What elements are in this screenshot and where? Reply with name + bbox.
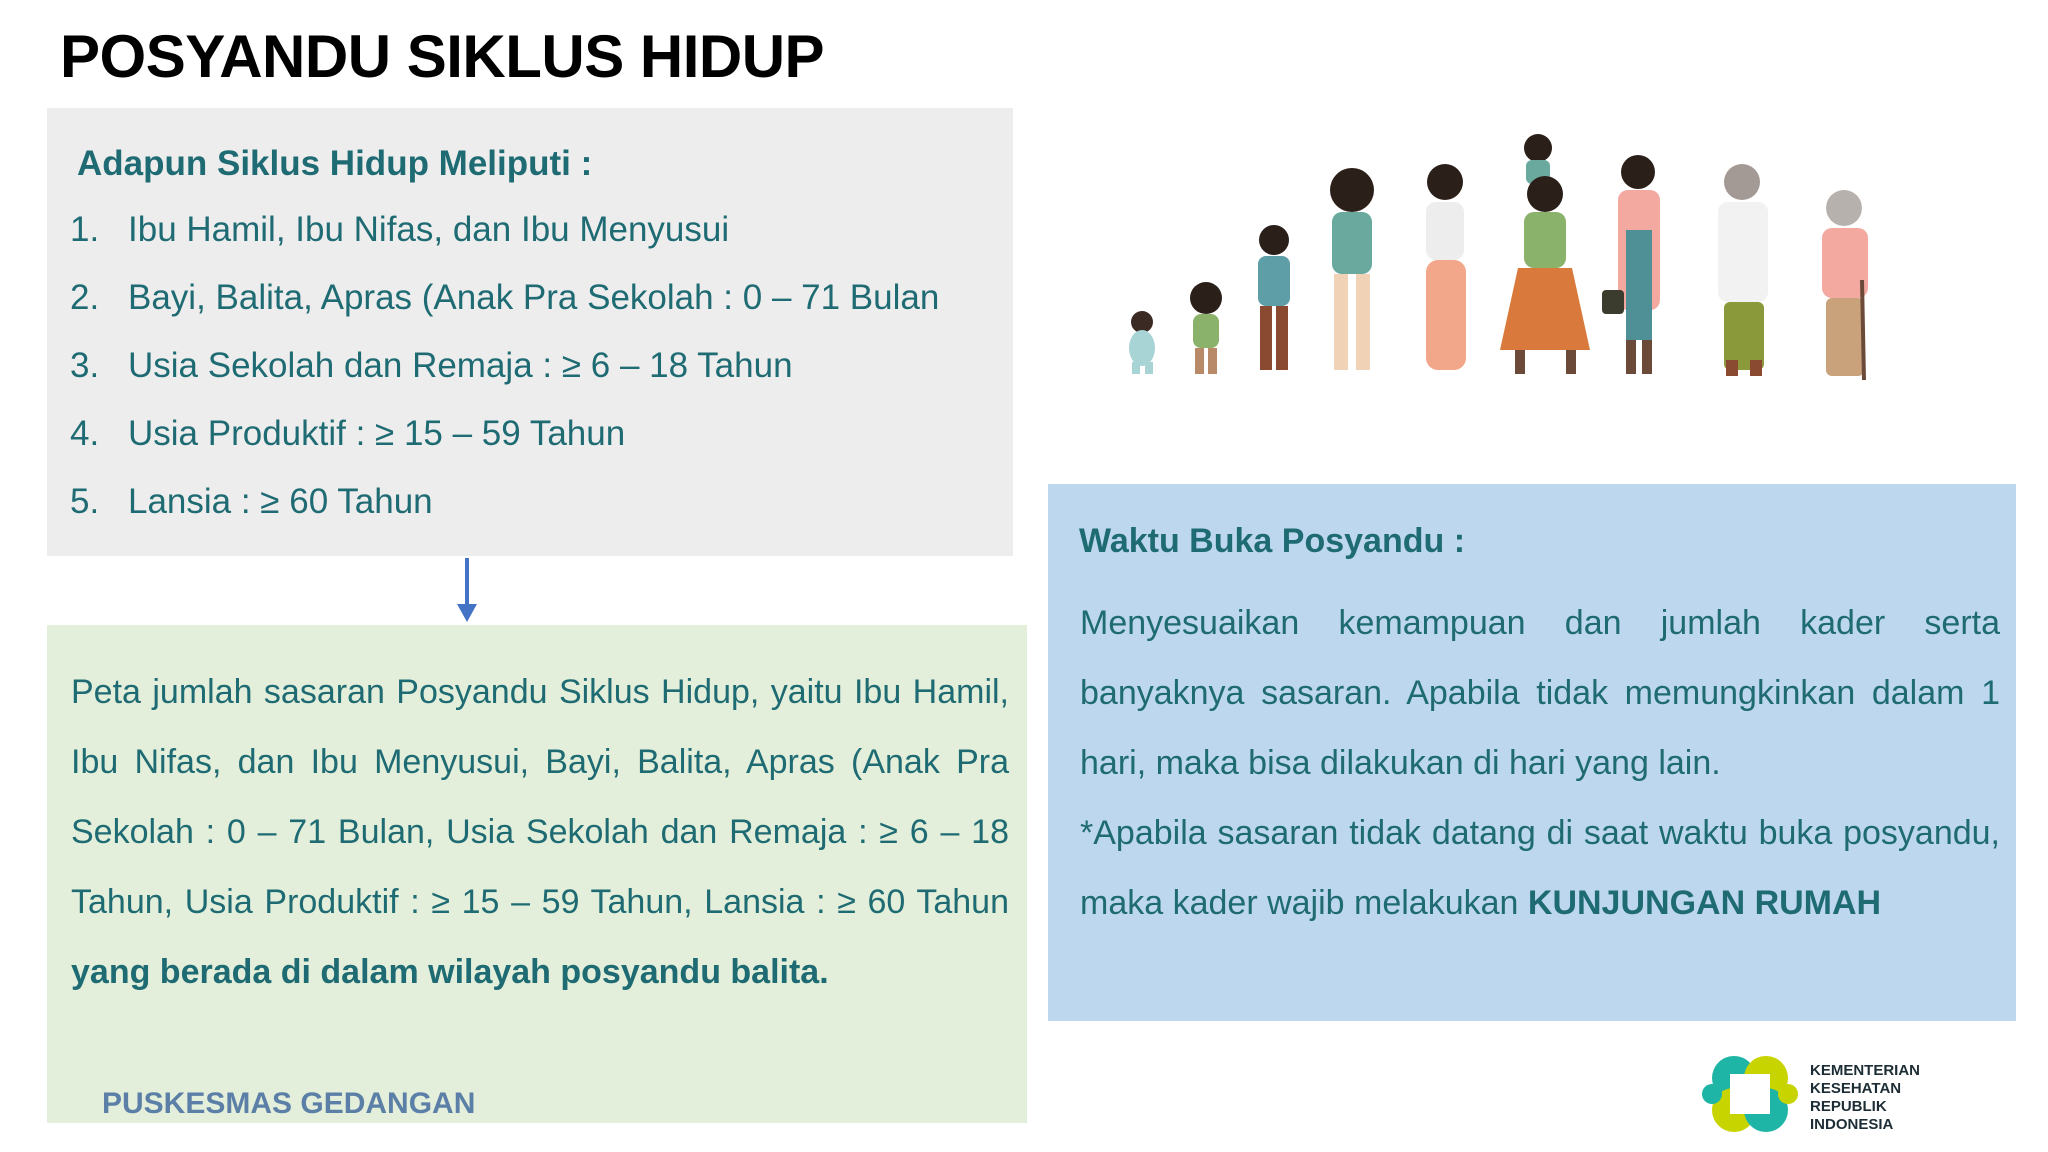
waktu-paragraph-1: Menyesuaikan kemampuan dan jumlah kader serta banyaknya sasaran. Apabila tidak memungkinkan dalam 1 hari, maka bisa dilakukan di hari yang lain.	[1080, 604, 2000, 782]
logo-line: KESEHATAN	[1810, 1080, 1902, 1097]
list-number: 2.	[70, 278, 100, 317]
mother-with-child-figure	[1500, 134, 1590, 374]
young-woman-figure	[1426, 164, 1466, 370]
teen-figure	[1330, 168, 1374, 370]
down-arrow-icon	[456, 558, 478, 624]
elderly-woman-figure	[1822, 190, 1868, 380]
list-item	[70, 278, 939, 346]
peta-text: Peta jumlah sasaran Posyandu Siklus Hidup, yaitu Ibu Hamil, Ibu Nifas, dan Ibu Menyusui, Bayi, Balita, Apras (Anak Pra Sekolah : 0 – 71 Bulan, Usia Sekolah dan Remaja : ≥ 6 – 18 Tahun, Usia Produktif : ≥ 15 – 59 Tahun, Lansia : ≥ 60 Tahun	[71, 673, 1009, 921]
waktu-paragraph-2	[1072, 798, 2000, 938]
waktu-paragraph-2-text: *Apabila sasaran tidak datang di saat waktu buka posyandu, maka kader wajib melakukan	[1080, 814, 2000, 922]
child-figure	[1258, 225, 1290, 370]
lifecycle-heading: Adapun Siklus Hidup Meliputi :	[77, 144, 593, 183]
waktu-body	[1072, 588, 2000, 938]
peta-panel	[47, 625, 1027, 1123]
waktu-heading: Waktu Buka Posyandu :	[1079, 522, 1466, 560]
baby-figure	[1129, 311, 1155, 374]
logo-line: KEMENTERIAN	[1810, 1062, 1921, 1079]
list-text: Usia Sekolah dan Remaja : ≥ 6 – 18 Tahun	[128, 346, 793, 385]
logo-line: REPUBLIK	[1810, 1098, 1887, 1115]
lifecycle-list	[70, 210, 939, 550]
older-woman-figure	[1718, 164, 1768, 376]
list-item	[70, 210, 939, 278]
lifecycle-panel	[47, 108, 1013, 556]
kemenkes-logo-text	[1810, 1062, 1920, 1134]
list-item	[70, 414, 939, 482]
page-title: POSYANDU SIKLUS HIDUP	[60, 23, 825, 90]
peta-paragraph	[71, 657, 1009, 1007]
kemenkes-logo-mark	[1700, 1044, 1800, 1144]
list-number: 1.	[70, 210, 100, 249]
adult-woman-figure	[1602, 155, 1660, 374]
kemenkes-logo	[1700, 1044, 1940, 1144]
logo-line: INDONESIA	[1810, 1116, 1894, 1133]
list-text: Lansia : ≥ 60 Tahun	[128, 482, 433, 521]
toddler-figure	[1190, 282, 1222, 374]
list-number: 5.	[70, 482, 100, 521]
list-item	[70, 346, 939, 414]
list-text: Bayi, Balita, Apras (Anak Pra Sekolah : 0 – 71 Bulan	[128, 278, 940, 317]
life-stages-illustration	[1120, 130, 1980, 390]
list-number: 4.	[70, 414, 100, 453]
list-number: 3.	[70, 346, 100, 385]
list-text: Usia Produktif : ≥ 15 – 59 Tahun	[128, 414, 626, 453]
kunjungan-rumah-text: KUNJUNGAN RUMAH	[1527, 884, 1882, 922]
waktu-panel	[1048, 484, 2016, 1021]
list-text: Ibu Hamil, Ibu Nifas, dan Ibu Menyusui	[128, 210, 730, 249]
puskesmas-label: PUSKESMAS GEDANGAN	[102, 1087, 476, 1120]
list-item	[70, 482, 939, 550]
peta-bold-text: yang berada di dalam wilayah posyandu balita.	[71, 953, 829, 991]
